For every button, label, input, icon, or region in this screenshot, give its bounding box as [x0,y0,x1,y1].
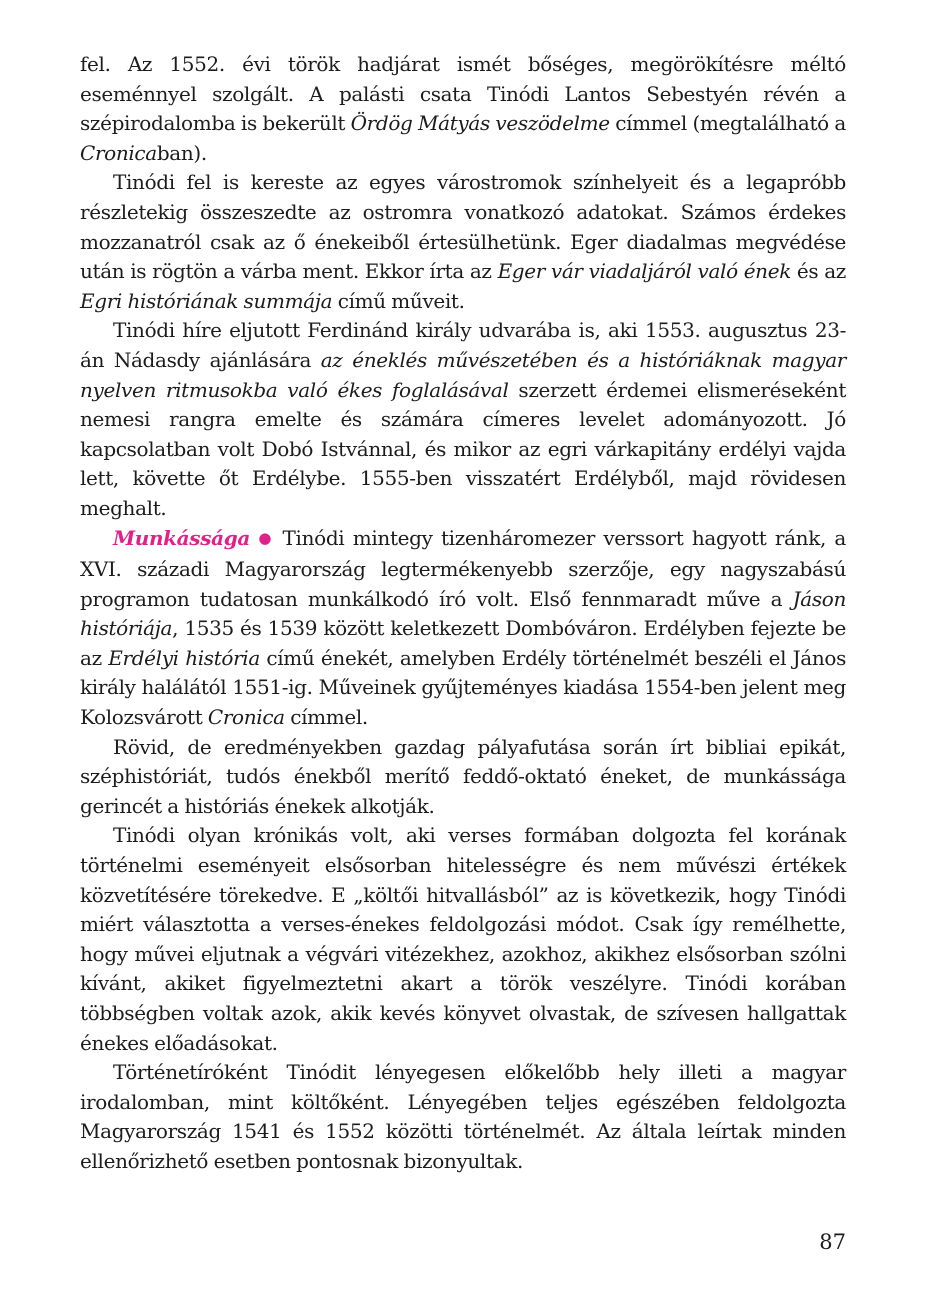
paragraph [80,821,846,1058]
page-number: 87 [819,1230,846,1254]
paragraph [80,524,846,733]
text-run: Tinódi híre eljutott Ferdinánd király udvarába is, aki 1553. augusztus 23-án Nádasdy ajánlására [80,318,846,372]
bullet-icon: ● [258,528,275,547]
paragraph [80,1058,846,1176]
italic-text: Eger vár viadaljáról való ének [497,259,791,284]
text-run: és az [790,259,846,284]
text-run: ban). [156,140,207,165]
italic-text: az éneklés művészetében és a históriáknak magyar nyelven ritmusokba való ékes foglalásával [80,347,846,402]
page-body [80,50,846,1177]
italic-text: Ördög Mátyás veszödelme [350,111,610,136]
text-run: Tinódi mintegy tizenháromezer verssort hagyott ránk, a XVI. századi Magyarország legtermékenyebb szerzője, egy nagyszabású programon tudatosan munkálkodó író volt. Első fennmaradt műve a [80,525,846,611]
text-run: című műveit. [332,288,465,313]
paragraph [80,50,846,168]
italic-text: Jáson históriája [80,586,846,641]
paragraph [80,733,846,822]
text-run: fel. Az 1552. évi török hadjárat ismét bőséges, megörökítésre méltó eseménnyel szolgált. A palásti csata Tinódi Lantos Sebestyén révén a szépirodalomba is bekerült [80,52,846,136]
text-run: Tinódi fel is kereste az egyes várostromok színhelyeit és a legapróbb részletekig összeszedte az ostromra vonatkozó adatokat. Számos érdekes mozzanatról csak az ő énekeiből értesülhetünk. Eger diadalmas megvédése után is rögtön a várba ment. Ekkor írta az [80,170,846,284]
italic-text: Cronica [80,140,157,165]
text-run: Rövid, de eredményekben gazdag pályafutása során írt bibliai epikát, széphistóriát, tudós énekből merítő feddő-oktató éneket, de munkássága gerincét a históriás énekek alkotják. [80,734,846,818]
text-run: címmel. [284,705,368,730]
text-run: címmel (megtalálható a [609,111,846,136]
italic-text: Egri históriának summája [80,288,333,313]
paragraph [80,316,846,523]
text-run: , 1535 és 1539 között keletkezett Dombóváron. Erdélyben fejezte be az [80,616,846,670]
paragraph [80,168,846,316]
text-run: szerzett érdemei elismeréseként nemesi rangra emelte és számára címeres levelet adományozott. Jó kapcsolatban volt Dobó Istvánnal, és mikor az egri várkapitány erdélyi vajda lett, követte őt Erdélybe. 1555-ben visszatért Erdélyből, majd rövidesen meghalt. [80,377,847,520]
text-run: Történetíróként Tinódit lényegesen előkelőbb hely illeti a magyar irodalomban, mint költőként. Lényegében teljes egészében feldolgozta Magyarország 1541 és 1552 közötti történelmét. Az általa leírtak minden ellenőrizhető esetben pontosnak bizonyultak. [80,1060,846,1173]
italic-text: Erdélyi história [108,645,260,670]
text-run: című énekét, amelyben Erdély történelmét beszéli el János király halálától 1551-ig. Műveinek gyűjteményes kiadása 1554-ben jelent meg Kolozsvárott [80,645,846,730]
text-run: Tinódi olyan krónikás volt, aki verses formában dolgozta fel korának történelmi eseményeit elsősorban hitelességre és nem művészi értékek közvetítésére törekedve. E „költői hitvallásból” az is következik, hogy Tinódi miért választotta a verses-énekes feldolgozási módot. Csak így remélhette, hogy művei eljutnak a végvári vitézekhez, azokhoz, akikhez elsősorban szólni kívánt, akiket figyelmeztetni akart a török veszélyre. Tinódi korában többségben voltak azok, akik kevés könyvet olvastak, de szívesen hallgattak énekes előadásokat. [80,823,846,1055]
italic-text: Cronica [207,705,285,730]
section-heading: Munkássága [113,525,250,550]
